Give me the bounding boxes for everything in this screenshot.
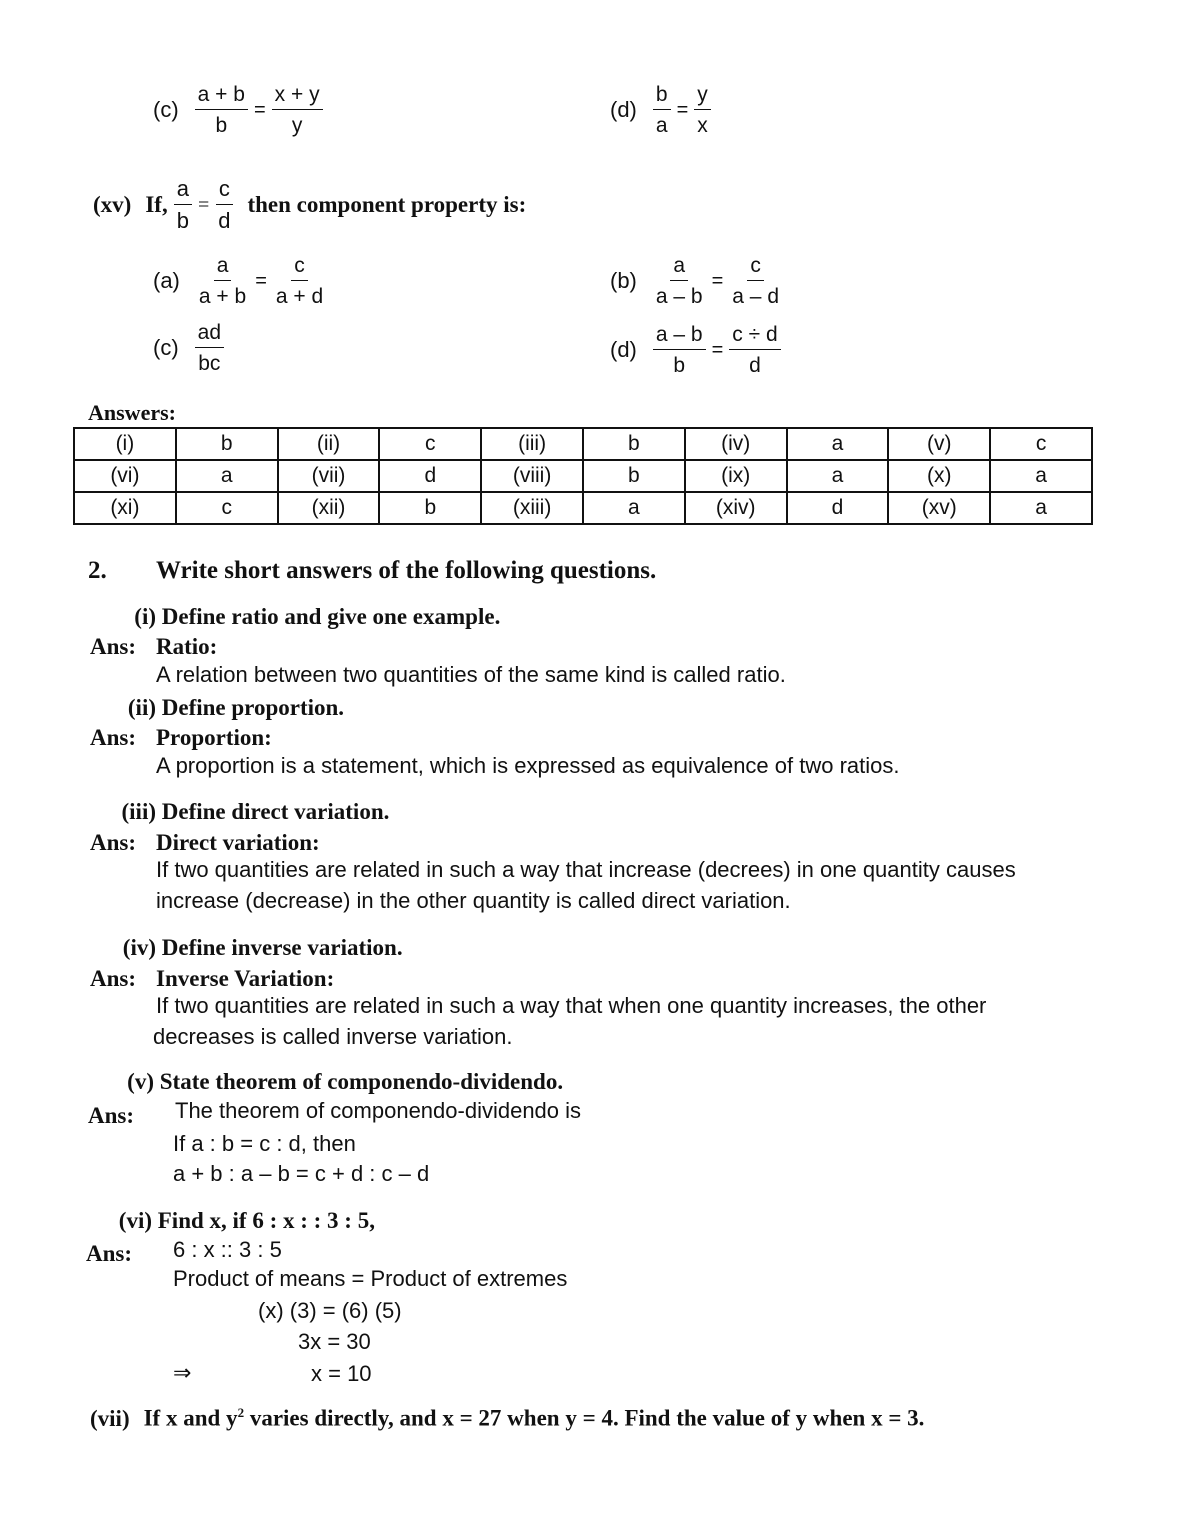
question-ii [86, 695, 344, 721]
ans-label: Ans: [86, 1241, 133, 1266]
fraction-lhs [196, 255, 249, 307]
answer-text-line1: If two quantities are related in such a way that increase (decrees) in one quantity causes [156, 857, 1016, 882]
denominator: d [218, 208, 231, 233]
answer-choice: b [176, 428, 278, 460]
ans-label: Ans: [88, 1103, 135, 1128]
answer-line1: The theorem of componendo-dividendo is [175, 1098, 582, 1123]
option-label: (a) [153, 268, 180, 293]
question-iii [86, 799, 389, 825]
denominator: x [697, 114, 708, 137]
question-number: (iv) [122, 935, 156, 960]
question-vii [90, 1405, 924, 1432]
equals-sign: = [197, 193, 210, 216]
q15-option-d [610, 324, 781, 376]
denominator: a + d [275, 285, 324, 308]
question-number: (vi) [118, 1208, 152, 1233]
section-number: 2. [88, 557, 107, 584]
option-label: (c) [153, 97, 179, 122]
denominator: b [176, 208, 189, 233]
answer-line2: If a : b = c : d, then [173, 1131, 356, 1156]
numerator: a – b [653, 324, 706, 350]
denominator: y [291, 114, 303, 137]
answer-line1: 6 : x :: 3 : 5 [173, 1237, 282, 1262]
answer-text-line2: increase (decrease) in the other quantity is called direct variation. [156, 888, 791, 913]
answers-table-body [74, 428, 1092, 524]
denominator: a – b [655, 285, 703, 308]
answer-term: Inverse Variation: [156, 966, 335, 991]
question-text-part2: varies directly, and x = 27 when y = 4. Find the value of y when x = 3. [244, 1405, 925, 1431]
answer-line4: 3x = 30 [298, 1329, 371, 1354]
denominator: d [749, 354, 761, 377]
equals-sign: = [711, 269, 724, 292]
question-text: State theorem of componendo-dividendo. [159, 1069, 564, 1094]
answer-question-number: (x) [888, 460, 990, 492]
question-number: (vii) [90, 1405, 130, 1431]
answer-text-line1: If two quantities are related in such a way that when one quantity increases, the other [156, 993, 987, 1018]
denominator: a [655, 114, 668, 137]
equals-sign: = [711, 338, 724, 361]
numerator: ad [195, 322, 224, 348]
answer-text: A relation between two quantities of the same kind is called ratio. [156, 662, 786, 687]
numerator: a [670, 255, 688, 281]
numerator: b [653, 84, 671, 110]
answer-choice: a [176, 460, 278, 492]
denominator: a + b [198, 285, 247, 308]
option-label: (d) [610, 97, 637, 122]
question-text: Find x, if 6 : x : : 3 : 5, [157, 1208, 375, 1233]
numerator: y [694, 84, 711, 110]
fraction-lhs [195, 84, 248, 136]
question-number: (v) [127, 1069, 154, 1094]
equals-sign: = [253, 98, 266, 121]
answer-line3: a + b : a – b = c + d : c – d [173, 1161, 430, 1186]
denominator: b [215, 114, 228, 137]
answer-line2: Product of means = Product of extremes [173, 1266, 568, 1291]
equals-sign: = [676, 98, 689, 121]
answer-choice: a [787, 428, 889, 460]
question-v [84, 1069, 563, 1095]
question-text: Define proportion. [161, 695, 345, 720]
answer-choice: c [379, 428, 481, 460]
fraction-given-rhs [215, 178, 233, 232]
fraction-rhs [273, 255, 326, 307]
answer-choice: a [583, 492, 685, 524]
fraction-lhs [653, 84, 671, 136]
answers-row [74, 492, 1092, 524]
denominator: bc [198, 352, 221, 375]
question-text: Define direct variation. [161, 799, 390, 824]
answer-question-number: (xiii) [481, 492, 583, 524]
denominator: a – d [732, 285, 780, 308]
q14-option-c [153, 84, 323, 136]
question-number: (iii) [121, 799, 156, 824]
answer-line5: x = 10 [311, 1361, 372, 1386]
numerator: x + y [272, 84, 323, 110]
question-i [86, 604, 500, 630]
numerator: c [291, 255, 308, 281]
answer-text: A proportion is a statement, which is expressed as equivalence of two ratios. [156, 753, 900, 778]
answer-choice: a [990, 492, 1092, 524]
fraction-rhs [272, 84, 323, 136]
answer-question-number: (ix) [685, 460, 787, 492]
answer-choice: d [379, 460, 481, 492]
ans-label: Ans: [90, 725, 137, 750]
numerator: a [214, 255, 232, 281]
question-text: Define ratio and give one example. [161, 604, 501, 629]
answer-question-number: (i) [74, 428, 176, 460]
answer-question-number: (iii) [481, 428, 583, 460]
question-text-part1: If x and y [143, 1405, 238, 1431]
option-label: (d) [610, 337, 637, 362]
answer-choice: b [583, 460, 685, 492]
option-label: (b) [610, 268, 637, 293]
question-number: (xv) [93, 192, 132, 217]
question-iv [86, 935, 403, 961]
numerator: c [216, 178, 233, 205]
q15-option-a [153, 255, 326, 307]
answer-choice: b [379, 492, 481, 524]
answer-term: Ratio: [156, 634, 218, 659]
ans-label: Ans: [90, 966, 137, 991]
q15-question [93, 178, 526, 232]
answer-choice: c [990, 428, 1092, 460]
fraction-given-lhs [174, 178, 192, 232]
answer-question-number: (xi) [74, 492, 176, 524]
answer-choice: c [176, 492, 278, 524]
question-prefix: If, [145, 192, 168, 217]
answer-choice: a [990, 460, 1092, 492]
answer-question-number: (iv) [685, 428, 787, 460]
answer-question-number: (viii) [481, 460, 583, 492]
answer-question-number: (v) [888, 428, 990, 460]
ans-label: Ans: [90, 830, 137, 855]
q15-option-b [610, 255, 782, 307]
numerator: c ÷ d [729, 324, 780, 350]
fraction-rhs [729, 324, 780, 376]
fraction-rhs [729, 255, 782, 307]
q15-option-c [153, 322, 224, 374]
numerator: a [174, 178, 192, 205]
implies-arrow: ⇒ [173, 1360, 192, 1385]
fraction [195, 322, 224, 374]
q14-option-d [610, 84, 711, 136]
denominator: b [673, 354, 686, 377]
answer-term: Direct variation: [156, 830, 320, 855]
answer-choice: b [583, 428, 685, 460]
option-label: (c) [153, 335, 179, 360]
superscript: 2 [237, 1405, 245, 1420]
answer-question-number: (vi) [74, 460, 176, 492]
section-title: Write short answers of the following questions. [156, 557, 657, 584]
question-number: (i) [134, 604, 156, 629]
question-suffix: then component property is: [247, 192, 527, 217]
answer-question-number: (xiv) [685, 492, 787, 524]
numerator: a + b [195, 84, 248, 110]
answers-table [73, 427, 1093, 525]
answer-question-number: (vii) [278, 460, 380, 492]
answers-row [74, 460, 1092, 492]
answers-row [74, 428, 1092, 460]
answer-question-number: (xii) [278, 492, 380, 524]
answers-heading: Answers: [88, 400, 176, 425]
answer-question-number: (ii) [278, 428, 380, 460]
question-number: (ii) [127, 695, 156, 720]
fraction-lhs [653, 255, 706, 307]
answer-question-number: (xv) [888, 492, 990, 524]
ans-label: Ans: [90, 634, 137, 659]
fraction-lhs [653, 324, 706, 376]
answer-text-line2: decreases is called inverse variation. [153, 1024, 513, 1049]
answer-term: Proportion: [156, 725, 272, 750]
numerator: c [747, 255, 764, 281]
answer-line3: (x) (3) = (6) (5) [258, 1298, 402, 1323]
question-text: Define inverse variation. [161, 935, 403, 960]
answer-choice: d [787, 492, 889, 524]
answer-choice: a [787, 460, 889, 492]
equals-sign: = [255, 269, 267, 292]
fraction-rhs [694, 84, 711, 136]
question-vi [82, 1208, 375, 1234]
